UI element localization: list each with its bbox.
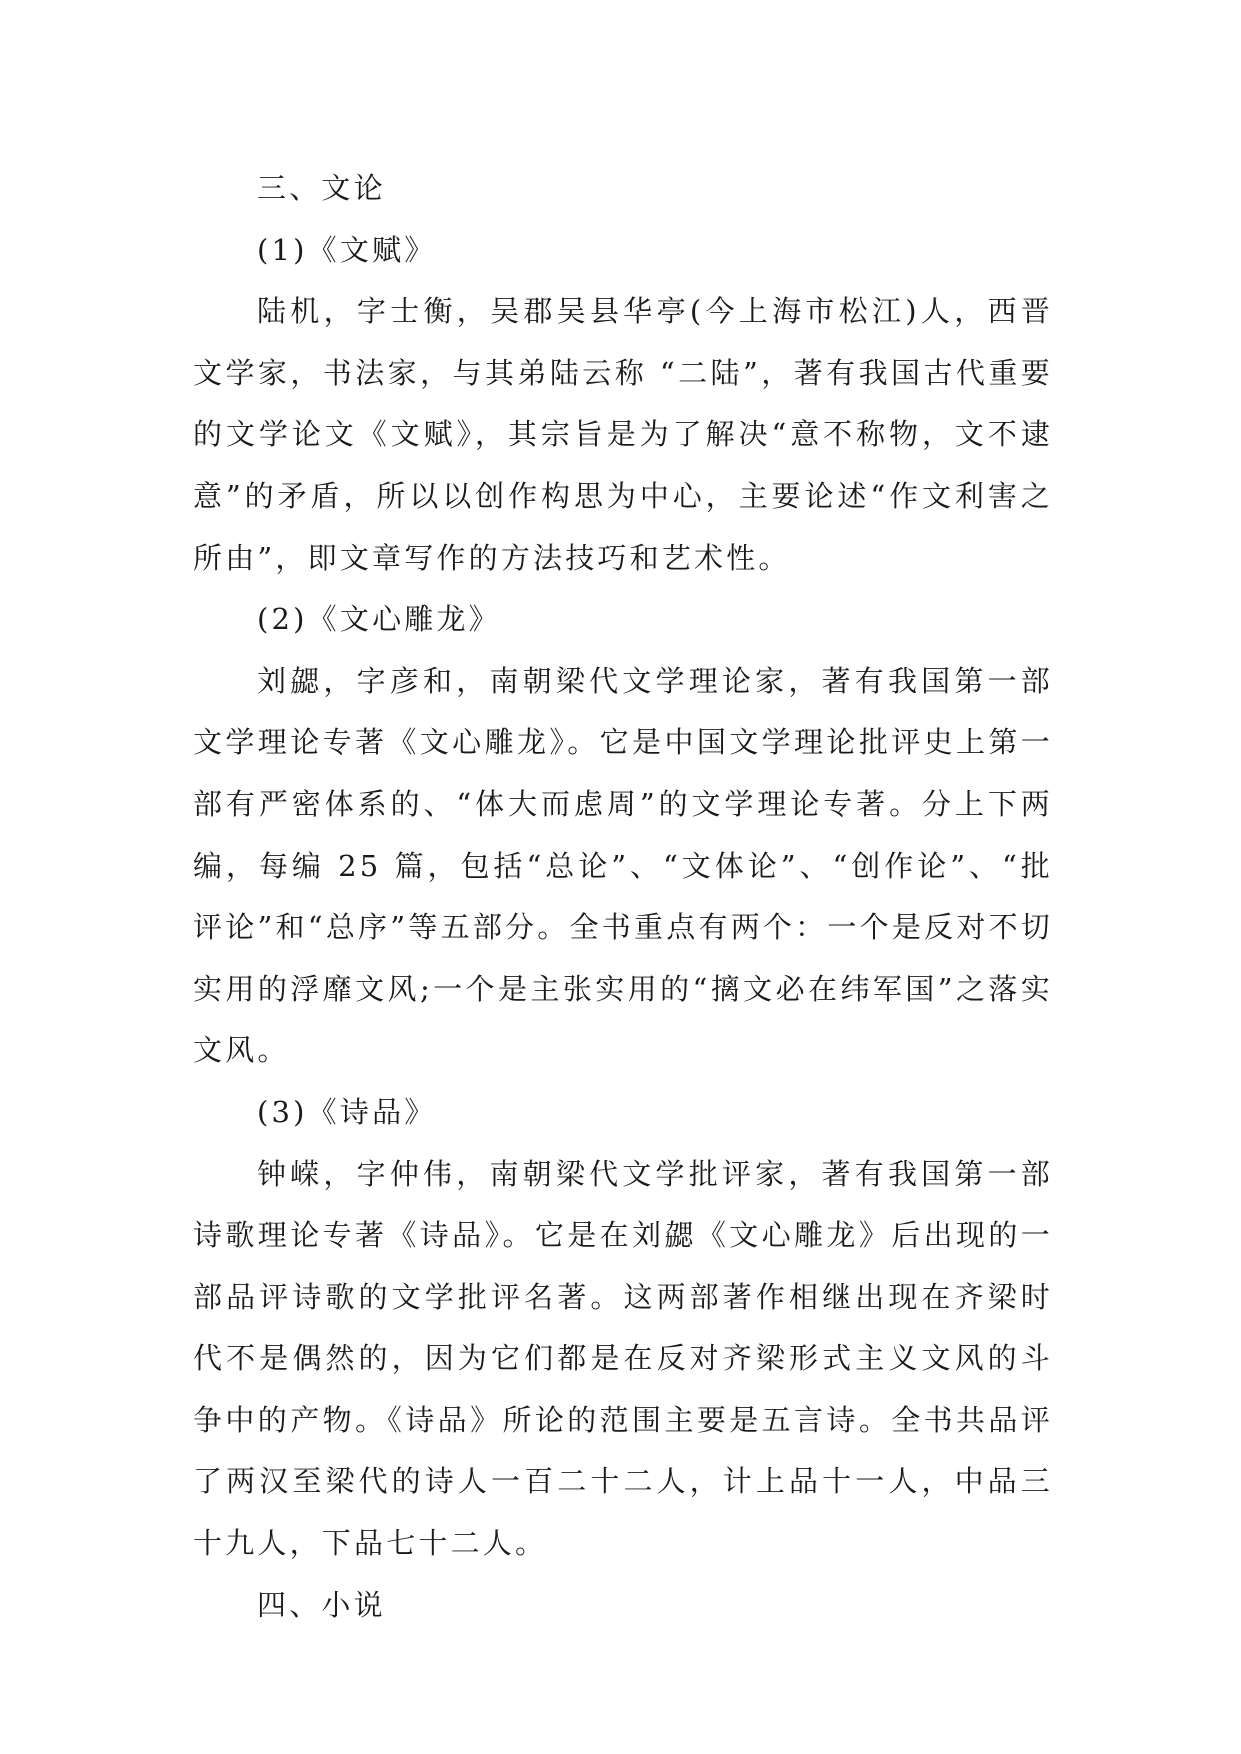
paragraph-shipin: 钟嵘，字仲伟，南朝梁代文学批评家，著有我国第一部诗歌理论专著《诗品》。它是在刘勰《文心雕龙》后出现的一部品评诗歌的文学批评名著。这两部著作相继出现在齐梁时代不是偶然的，因为它们都是在反对齐梁形式主义文风的斗争中的产物。《诗品》所论的范围主要是五言诗。全书共品评了两汉至梁代的诗人一百二十二人，计上品十一人，中品三十九人，下品七十二人。	[193, 1156, 1053, 1561]
subsection-title-shipin: (3)《诗品》	[257, 1094, 437, 1129]
page-content	[193, 158, 1053, 1636]
section-heading-xiaoshuo: 四、小说	[257, 1587, 386, 1622]
paragraph-wenxin: 刘勰，字彦和，南朝梁代文学理论家，著有我国第一部文学理论专著《文心雕龙》。它是中国文学理论批评史上第一部有严密体系的、“体大而虑周”的文学理论专著。分上下两编，每编 25 篇，包括“总论”、“文体论”、“创作论”、“批评论”和“总序”等五部分。全书重点有两个：一个是反对不切实用的浮靡文风;一个是主张实用的“摛文必在纬军国”之落实文风。	[193, 663, 1053, 1068]
paragraph-wenfu: 陆机，字士衡，吴郡吴县华亭(今上海市松江)人，西晋文学家，书法家，与其弟陆云称 “二陆”，著有我国古代重要的文学论文《文赋》，其宗旨是为了解决“意不称物，文不逮意”的矛盾，所以以创作构思为中心，主要论述“作文利害之所由”，即文章写作的方法技巧和艺术性。	[193, 294, 1053, 575]
subsection-title-wenxin: (2)《文心雕龙》	[257, 602, 501, 637]
subsection-title-wenfu: (1)《文赋》	[257, 232, 437, 267]
section-heading-wenlun: 三、文论	[257, 171, 386, 205]
